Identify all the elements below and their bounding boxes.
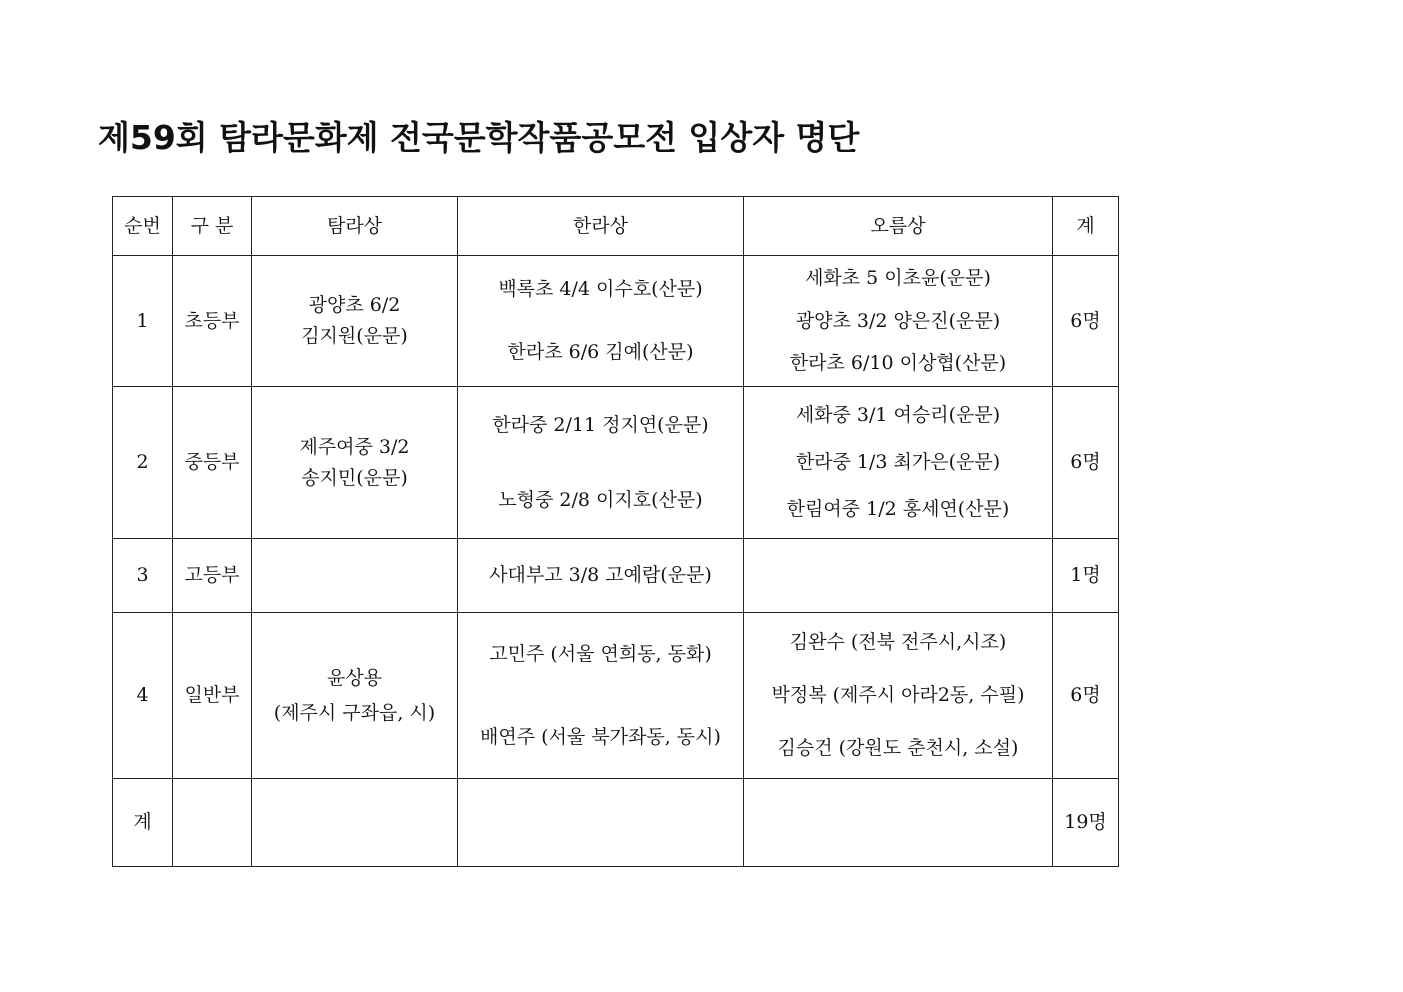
cell-total: 6명 — [1053, 256, 1119, 387]
winner-entry: 윤상용 — [326, 666, 383, 689]
header-oreum-prize: 오름상 — [744, 197, 1053, 256]
cell-no: 1 — [113, 256, 173, 387]
cell-tamra — [252, 387, 458, 539]
winner-entry: 김승건 (강원도 춘천시, 소설) — [777, 736, 1019, 759]
total-label: 계 — [113, 779, 173, 867]
table-row — [113, 613, 1119, 779]
grand-total: 19명 — [1053, 779, 1119, 867]
winner-entry: 사대부고 3/8 고예람(운문) — [489, 564, 712, 587]
cell-tamra — [252, 539, 458, 613]
cell-tamra — [252, 613, 458, 779]
winner-entry: 김지원(운문) — [301, 325, 408, 347]
cell-oreum — [744, 387, 1053, 539]
winner-entry: 세화초 5 이초윤(운문) — [805, 266, 991, 289]
header-halla-prize: 한라상 — [458, 197, 744, 256]
winner-entry: 배연주 (서울 북가좌동, 동시) — [480, 725, 721, 748]
winner-entry: 한림여중 1/2 홍세연(산문) — [786, 497, 1010, 520]
winner-entry: 박정복 (제주시 아라2동, 수필) — [771, 684, 1025, 707]
winner-entry: 김완수 (전북 전주시,시조) — [789, 631, 1007, 654]
empty-cell — [458, 779, 744, 867]
table-row — [113, 539, 1119, 613]
total-row — [113, 779, 1119, 867]
winner-entry: 백록초 4/4 이수호(산문) — [498, 278, 703, 301]
winners-table — [112, 196, 1119, 867]
cell-division: 일반부 — [173, 613, 252, 779]
winner-entry: 한라중 2/11 정지연(운문) — [492, 413, 709, 436]
header-row — [113, 197, 1119, 256]
empty-cell — [744, 779, 1053, 867]
cell-oreum — [744, 539, 1053, 613]
cell-division: 중등부 — [173, 387, 252, 539]
cell-oreum — [744, 256, 1053, 387]
document-title: 제59회 탐라문화제 전국문학작품공모전 입상자 명단 — [98, 118, 860, 157]
cell-halla — [458, 539, 744, 613]
winner-entry: (제주시 구좌읍, 시) — [273, 701, 436, 724]
winner-entry: 한라초 6/6 김예(산문) — [507, 341, 694, 363]
header-tamra-prize: 탐라상 — [252, 197, 458, 256]
winner-entry: 제주여중 3/2 — [299, 435, 410, 458]
cell-oreum — [744, 613, 1053, 779]
cell-no: 2 — [113, 387, 173, 539]
table-row — [113, 256, 1119, 387]
cell-division: 고등부 — [173, 539, 252, 613]
header-total: 계 — [1053, 197, 1119, 256]
empty-cell — [173, 779, 252, 867]
winner-entry: 광양초 6/2 — [308, 294, 401, 317]
cell-total: 6명 — [1053, 387, 1119, 539]
winner-entry: 한라중 1/3 최가은(운문) — [795, 451, 1001, 474]
cell-halla — [458, 256, 744, 387]
cell-tamra — [252, 256, 458, 387]
winner-entry: 한라초 6/10 이상협(산문) — [789, 352, 1007, 375]
cell-division: 초등부 — [173, 256, 252, 387]
winner-entry: 송지민(운문) — [301, 466, 408, 489]
header-division: 구 분 — [173, 197, 252, 256]
winner-entry: 광양초 3/2 양은진(운문) — [795, 309, 1001, 332]
cell-total: 6명 — [1053, 613, 1119, 779]
cell-halla — [458, 613, 744, 779]
cell-total: 1명 — [1053, 539, 1119, 613]
empty-cell — [252, 779, 458, 867]
cell-halla — [458, 387, 744, 539]
table-row — [113, 387, 1119, 539]
header-no: 순번 — [113, 197, 173, 256]
cell-no: 4 — [113, 613, 173, 779]
cell-no: 3 — [113, 539, 173, 613]
winner-entry: 노형중 2/8 이지호(산문) — [498, 488, 703, 511]
winner-entry: 세화중 3/1 여승리(운문) — [795, 404, 1001, 427]
winner-entry: 고민주 (서울 연희동, 동화) — [489, 642, 712, 665]
